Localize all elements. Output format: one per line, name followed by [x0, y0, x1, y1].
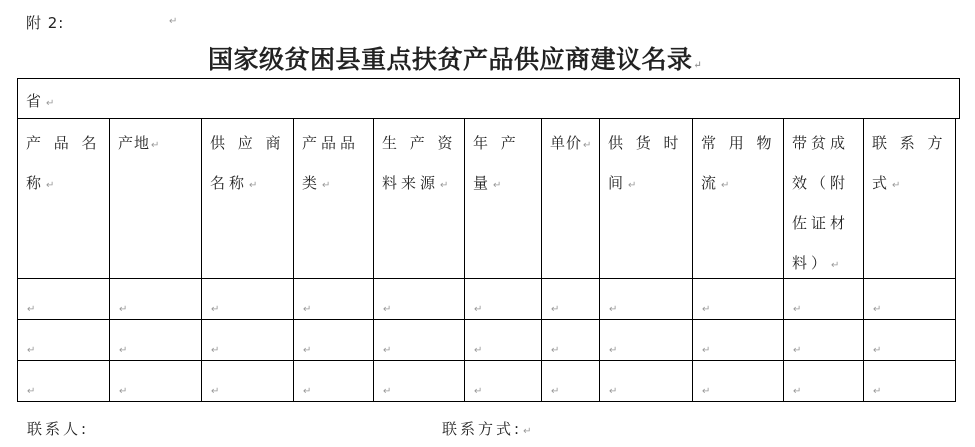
paragraph-mark: ↵	[27, 345, 40, 356]
paragraph-mark: ↵	[119, 386, 132, 397]
paragraph-mark: ↵	[169, 16, 178, 27]
paragraph-mark: ↵	[474, 304, 487, 315]
paragraph-mark: ↵	[702, 304, 715, 315]
table-cell[interactable]	[202, 320, 294, 361]
paragraph-mark: ↵	[609, 345, 622, 356]
header-cell	[374, 119, 465, 279]
table-cell[interactable]	[294, 361, 374, 402]
header-label: 带贫成 效（附 佐证材 料）	[792, 134, 850, 272]
header-cell	[110, 119, 202, 279]
table-cell[interactable]	[542, 279, 600, 320]
paragraph-mark: ↵	[27, 304, 40, 315]
paragraph-mark: ↵	[892, 180, 905, 191]
table-cell[interactable]	[784, 361, 864, 402]
table-cell[interactable]	[600, 279, 693, 320]
table-cell[interactable]	[864, 279, 956, 320]
table-cell[interactable]	[693, 279, 784, 320]
header-cell	[18, 119, 110, 279]
paragraph-mark: ↵	[831, 260, 844, 271]
header-label: 联 系 方 式	[872, 134, 947, 192]
table-cell[interactable]	[110, 279, 202, 320]
paragraph-mark: ↵	[793, 304, 806, 315]
table-cell[interactable]	[18, 361, 110, 402]
header-label: 供 货 时 间	[608, 134, 683, 192]
paragraph-mark: ↵	[211, 386, 224, 397]
paragraph-mark: ↵	[793, 386, 806, 397]
attachment-label-text: 附 2:	[26, 14, 65, 32]
paragraph-mark: ↵	[474, 345, 487, 356]
province-cell	[18, 79, 960, 119]
table-cell[interactable]	[202, 361, 294, 402]
paragraph-mark: ↵	[693, 60, 703, 71]
header-label: 生 产 资 料来源	[382, 134, 457, 192]
header-label: 单价	[550, 134, 583, 152]
paragraph-mark: ↵	[383, 345, 396, 356]
header-cell	[542, 119, 600, 279]
paragraph-mark: ↵	[383, 304, 396, 315]
paragraph-mark: ↵	[721, 180, 734, 191]
header-cell	[294, 119, 374, 279]
paragraph-mark: ↵	[474, 386, 487, 397]
paragraph-mark: ↵	[119, 345, 132, 356]
table-cell[interactable]	[18, 320, 110, 361]
table-cell[interactable]	[294, 279, 374, 320]
paragraph-mark: ↵	[583, 140, 593, 151]
table-cell[interactable]	[600, 320, 693, 361]
paragraph-mark: ↵	[609, 386, 622, 397]
paragraph-mark: ↵	[211, 304, 224, 315]
table-cell[interactable]	[202, 279, 294, 320]
table-cell[interactable]	[110, 320, 202, 361]
header-label: 产 品 名 称	[26, 134, 101, 192]
table-cell[interactable]	[374, 361, 465, 402]
contact-person-label	[27, 418, 89, 439]
table-cell[interactable]	[784, 320, 864, 361]
paragraph-mark: ↵	[383, 386, 396, 397]
paragraph-mark: ↵	[702, 386, 715, 397]
table-cell[interactable]	[465, 279, 542, 320]
table-cell[interactable]	[465, 361, 542, 402]
header-label: 供 应 商 名称	[210, 134, 285, 192]
header-cell	[864, 119, 956, 279]
table-cell[interactable]	[542, 320, 600, 361]
paragraph-mark: ↵	[493, 180, 506, 191]
table-cell[interactable]	[542, 361, 600, 402]
table-cell[interactable]	[784, 279, 864, 320]
table-cell[interactable]	[600, 361, 693, 402]
paragraph-mark: ↵	[609, 304, 622, 315]
contact-method-label-text: 联系方式:	[442, 420, 523, 438]
table-cell[interactable]	[465, 320, 542, 361]
table-cell[interactable]	[18, 279, 110, 320]
attachment-label	[26, 12, 64, 33]
contact-method-label	[442, 418, 534, 439]
table-cell[interactable]	[693, 320, 784, 361]
header-label: 常 用 物 流	[701, 134, 776, 192]
paragraph-mark: ↵	[702, 345, 715, 356]
paragraph-mark: ↵	[873, 304, 886, 315]
paragraph-mark: ↵	[303, 386, 316, 397]
paragraph-mark: ↵	[322, 180, 335, 191]
contact-person-label-text: 联系人:	[27, 420, 90, 438]
table-cell[interactable]	[374, 320, 465, 361]
paragraph-mark: ↵	[46, 98, 59, 109]
paragraph-mark: ↵	[27, 386, 40, 397]
header-cell	[784, 119, 864, 279]
paragraph-mark: ↵	[249, 180, 262, 191]
paragraph-mark: ↵	[303, 345, 316, 356]
paragraph-mark: ↵	[119, 304, 132, 315]
paragraph-mark: ↵	[46, 180, 59, 191]
paragraph-mark: ↵	[873, 345, 886, 356]
document-title-text: 国家级贫困县重点扶贫产品供应商建议名录	[208, 45, 693, 74]
paragraph-mark: ↵	[303, 304, 316, 315]
paragraph-mark: ↵	[551, 304, 564, 315]
document-title	[208, 40, 702, 76]
table-cell[interactable]	[864, 361, 956, 402]
header-cell	[202, 119, 294, 279]
paragraph-mark: ↵	[523, 426, 535, 437]
province-label: 省	[26, 92, 46, 110]
header-cell	[465, 119, 542, 279]
header-label: 产地	[118, 134, 151, 152]
table-cell[interactable]	[374, 279, 465, 320]
paragraph-mark: ↵	[151, 140, 161, 151]
supplier-table	[17, 78, 960, 402]
table-cell[interactable]	[693, 361, 784, 402]
paragraph-mark: ↵	[551, 386, 564, 397]
paragraph-mark: ↵	[793, 345, 806, 356]
header-label: 产品品 类	[302, 134, 360, 192]
header-cell	[693, 119, 784, 279]
table-cell[interactable]	[110, 361, 202, 402]
table-cell[interactable]	[294, 320, 374, 361]
header-label: 年 产 量	[473, 134, 520, 192]
table-cell[interactable]	[864, 320, 956, 361]
paragraph-mark: ↵	[551, 345, 564, 356]
paragraph-mark: ↵	[628, 180, 641, 191]
header-cell	[600, 119, 693, 279]
paragraph-mark: ↵	[211, 345, 224, 356]
paragraph-mark: ↵	[873, 386, 886, 397]
paragraph-mark: ↵	[440, 180, 453, 191]
